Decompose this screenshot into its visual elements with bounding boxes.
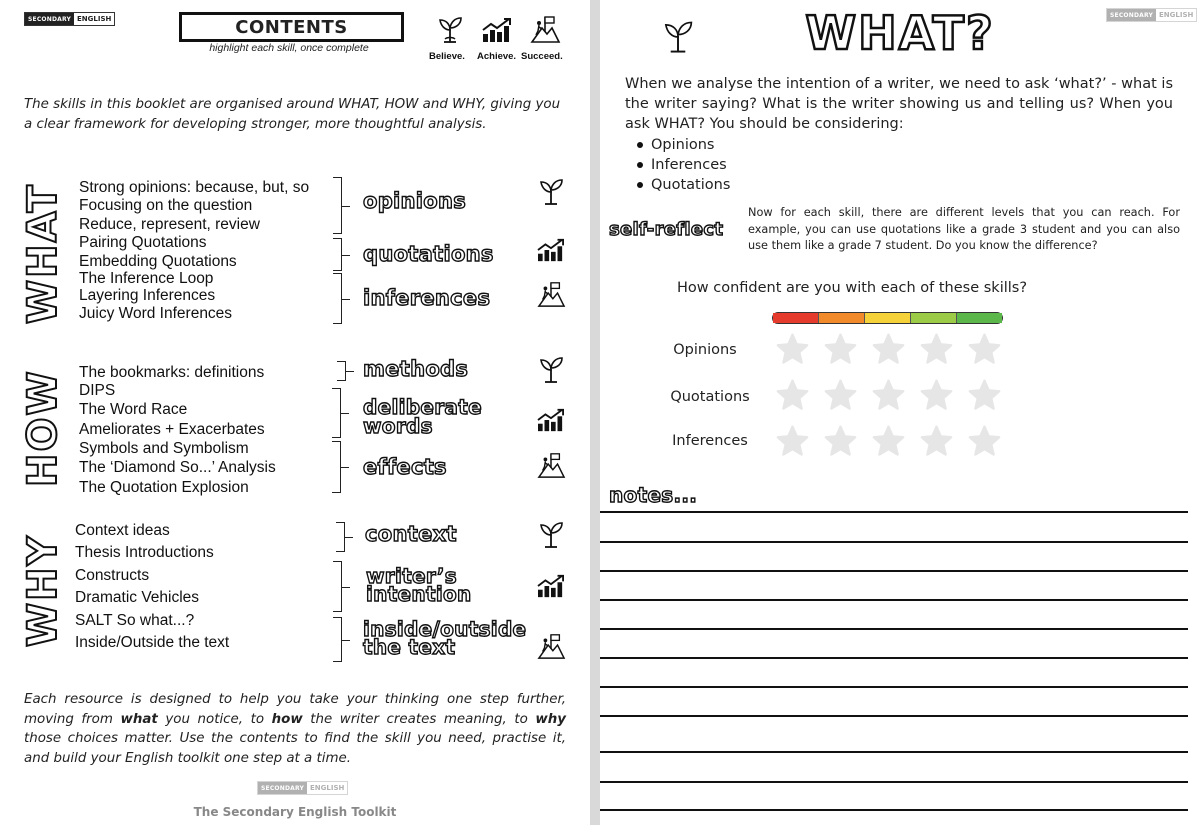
star-icon[interactable] (919, 332, 954, 367)
intro-text: The skills in this booklet are organised around WHAT, HOW and WHY, giving you a clear framework for developing stronger, more thoughtful analysis. (24, 97, 561, 132)
group-title-quotations: quotations (363, 242, 494, 266)
section-label-what: WHAT (20, 183, 66, 324)
seedling-icon (660, 20, 696, 54)
contents-subtitle: highlight each skill, once complete (209, 42, 369, 54)
consideration-list (651, 135, 730, 195)
star-icon[interactable] (823, 332, 858, 367)
skill-item[interactable]: Ameliorates + Exacerbates (79, 421, 265, 438)
summit-flag-icon (530, 14, 560, 44)
group-bracket (333, 273, 342, 324)
growth-chart-icon (536, 407, 566, 433)
group-bracket (332, 441, 341, 493)
group-bracket (332, 388, 341, 438)
seedling-icon (537, 178, 565, 206)
notes-line (600, 541, 1188, 543)
scale-segment (819, 313, 865, 323)
skill-item[interactable]: Strong opinions: because, but, so (79, 179, 310, 196)
notes-line (600, 657, 1188, 659)
scale-segment (957, 313, 1002, 323)
star-icon[interactable] (871, 332, 906, 367)
skill-item[interactable]: Reduce, represent, review (79, 216, 260, 233)
skill-item[interactable]: The ‘Diamond So...’ Analysis (79, 459, 276, 476)
skill-item[interactable]: Symbols and Symbolism (79, 440, 249, 457)
star-icon[interactable] (823, 424, 858, 459)
summit-flag-icon (537, 632, 565, 660)
star-rating-opinions (775, 332, 1002, 367)
scale-segment (865, 313, 911, 323)
notes-line (600, 686, 1188, 688)
notes-line (600, 628, 1188, 630)
star-icon[interactable] (775, 378, 810, 413)
skill-item[interactable]: The bookmarks: definitions (79, 364, 265, 381)
skill-item[interactable]: Pairing Quotations (79, 234, 207, 251)
notes-line (600, 599, 1188, 601)
rating-label-inferences: Inferences (672, 433, 748, 449)
group-bracket (333, 561, 342, 612)
skill-item[interactable]: DIPS (79, 382, 116, 399)
group-bracket (336, 522, 345, 552)
motto-achieve: Achieve. (477, 51, 517, 62)
rating-label-quotations: Quotations (670, 389, 750, 405)
star-icon[interactable] (871, 424, 906, 459)
skill-item[interactable]: The Word Race (79, 401, 188, 418)
list-item: Quotations (651, 177, 731, 193)
skill-item[interactable]: The Inference Loop (79, 270, 214, 287)
star-icon[interactable] (775, 424, 810, 459)
scale-segment (911, 313, 957, 323)
footer-logo: SECONDARY ENGLISH (257, 781, 348, 795)
contents-title: CONTENTS (179, 12, 404, 42)
motto-believe: Believe. (429, 51, 465, 62)
skill-item[interactable]: Dramatic Vehicles (75, 589, 200, 606)
seedling-icon (537, 356, 565, 384)
rating-label-opinions: Opinions (673, 342, 737, 358)
group-bracket (333, 238, 342, 271)
page-title: WHAT? (805, 6, 995, 60)
what-description: When we analyse the intention of a writer, we need to ask ‘what?’ - what is the writer saying? What is the writer showing us and telling us? When you ask WHAT? You should be considering: (625, 76, 1173, 132)
self-reflect-heading: self-reflect (609, 219, 724, 240)
skill-item[interactable]: The Quotation Explosion (79, 479, 249, 496)
section-label-how: HOW (20, 369, 66, 487)
star-icon[interactable] (919, 424, 954, 459)
group-title-deliberate-words: deliberate words (363, 395, 482, 438)
star-icon[interactable] (967, 424, 1002, 459)
growth-chart-icon (536, 237, 566, 263)
group-title-context: context (365, 522, 457, 546)
group-bracket (333, 617, 342, 662)
skill-item[interactable]: Embedding Quotations (79, 253, 237, 270)
notes-line (600, 715, 1188, 717)
page-gutter (590, 0, 600, 825)
growth-chart-icon (536, 573, 566, 599)
notes-line (600, 751, 1188, 753)
star-icon[interactable] (919, 378, 954, 413)
seedling-icon (537, 521, 565, 549)
notes-line (600, 781, 1188, 783)
notes-line (600, 809, 1188, 811)
notes-heading: notes... (609, 483, 698, 507)
footer-title: The Secondary English Toolkit (193, 805, 397, 819)
skill-item[interactable]: Inside/Outside the text (75, 634, 230, 651)
list-item: Inferences (651, 155, 730, 175)
section-label-why: WHY (20, 534, 66, 647)
brand-logo: SECONDARY ENGLISH (24, 12, 115, 26)
notes-line (600, 511, 1188, 513)
group-title-writers-intention: writer’s intention (366, 564, 472, 606)
group-title-methods: methods (363, 357, 469, 381)
confidence-question: How confident are you with each of these skills? (677, 280, 1028, 296)
what-page (600, 0, 1194, 825)
seedling-icon (436, 16, 464, 44)
star-icon[interactable] (871, 378, 906, 413)
group-title-opinions: opinions (363, 189, 467, 213)
growth-chart-icon (481, 16, 513, 44)
skill-item[interactable]: Focusing on the question (79, 197, 253, 214)
group-bracket (337, 361, 346, 381)
brand-logo: SECONDARY ENGLISH (1106, 8, 1197, 22)
skill-item[interactable]: Layering Inferences (79, 287, 216, 304)
skill-item[interactable]: Thesis Introductions (75, 544, 214, 561)
outro-text: Each resource is designed to help you take your thinking one step further, moving from what you notice, to how the writer creates meaning, to why those choices matter. Use the contents to find the skill you need, practise it, and build your English toolkit one step at a time. (24, 692, 566, 766)
summit-flag-icon (537, 451, 565, 479)
self-reflect-text: Now for each skill, there are different levels that you can reach. For example, you can use quotations like a grade 3 student and you can also use them like a grade 7 student. Do you know the difference? (748, 206, 1180, 252)
group-title-effects: effects (363, 455, 447, 479)
star-icon[interactable] (775, 332, 810, 367)
group-bracket (333, 177, 342, 234)
star-rating-quotations (775, 378, 1002, 413)
summit-flag-icon (537, 280, 565, 308)
motto-succeed: Succeed. (521, 51, 563, 62)
skill-item[interactable]: SALT So what...? (75, 612, 195, 629)
star-icon[interactable] (967, 378, 1002, 413)
list-item: Opinions (651, 135, 730, 155)
contents-page (0, 0, 590, 825)
skill-item[interactable]: Context ideas (75, 522, 170, 539)
confidence-scale (772, 312, 1003, 324)
star-icon[interactable] (823, 378, 858, 413)
notes-line (600, 570, 1188, 572)
star-rating-inferences (775, 424, 1002, 459)
group-title-inside-outside: inside/outside the text (363, 617, 527, 659)
skill-item[interactable]: Juicy Word Inferences (79, 305, 233, 322)
star-icon[interactable] (967, 332, 1002, 367)
scale-segment (773, 313, 819, 323)
group-title-inferences: inferences (363, 286, 491, 310)
skill-item[interactable]: Constructs (75, 567, 150, 584)
